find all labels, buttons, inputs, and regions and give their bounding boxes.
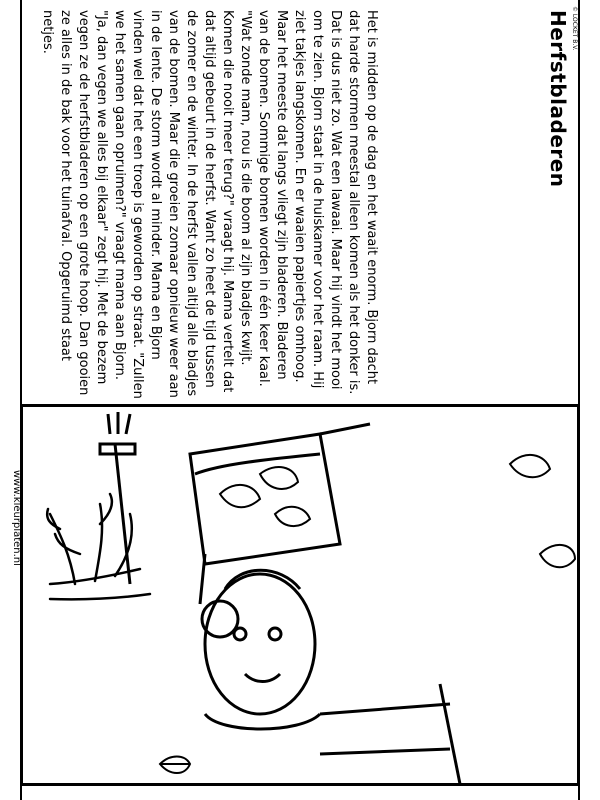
page-title: Herfstbladeren [546, 10, 570, 188]
text-panel [40, 10, 600, 400]
coloring-illustration [20, 404, 580, 786]
wheelbarrow-icon [190, 424, 370, 637]
website-url: www.kleurplaten.nl [11, 470, 22, 566]
copyright-notice: © LOCKET B.V. [571, 6, 578, 51]
leaf-icon [510, 455, 575, 567]
leaf-icon [220, 467, 310, 526]
story-text: Het is midden op de dag en het waait enorm. Bjorn dacht dat harde stormen meestal alleen komen als het donker is. Dat is dus niet zo. Wat een lawaai. Maar hij vindt het mooi om te zien. Bjorn staat in de huiskamer voor het raam. Hij ziet takjes langskomen. En er waaien papiertjes omhoog. Maar het meeste dat langs vliegt zijn bladeren. Bladeren van de bomen. Sommige bomen worden in één keer kaal. "Wat zonde mam, nou is die boom al zijn bladjes kwijt. Komen die nooit meer terug?" vraagt hij. Mama vertelt dat dat altijd gebeurt in de herfst. Want zo heet de tijd tussen de zomer en de winter. In de herfst vallen altijd alle bladjes van de bomen. Maar die groeien zomaar opnieuw weer aan in de lente. De storm wordt al minder. Mama en Bjorn vinden wel dat het een troep is geworden op straat. "Zullen we het samen gaan opruimen?" vraagt mama aan Bjorn. "Ja, dan vegen we alles bij elkaar" zegt hij. Met de bezem vegen ze de herfstbladeren op een grote hoop. Dan gooien ze alles in de bak voor het tuinafval. Opgeruimd staat netjes. [40, 10, 379, 399]
broom-icon [100, 412, 135, 584]
tree-icon [47, 494, 150, 599]
leaf-icon [160, 757, 190, 774]
boy-icon [205, 570, 460, 784]
